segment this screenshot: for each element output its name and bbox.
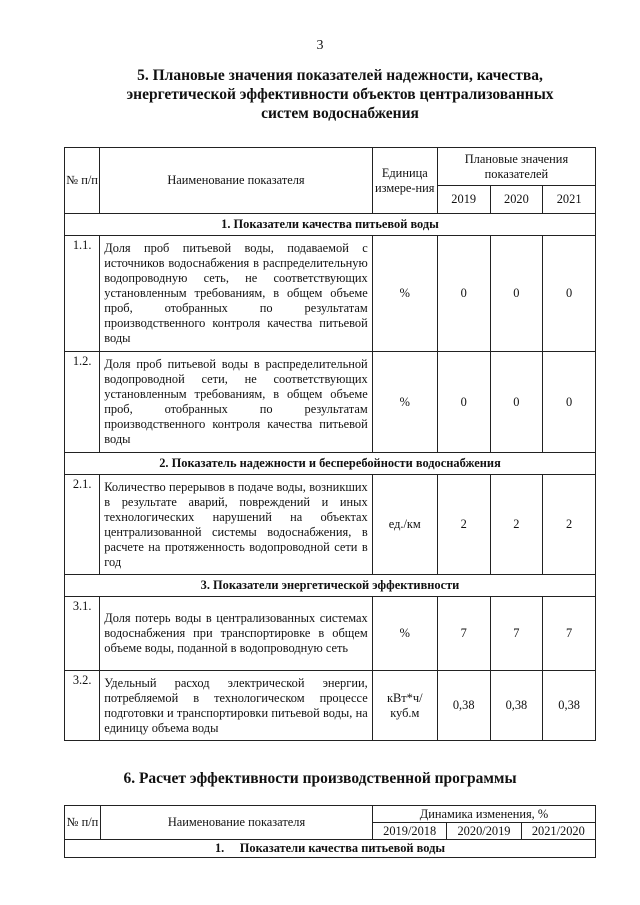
indicators-table: [64, 147, 596, 741]
row-unit: кВт*ч/ куб.м: [372, 671, 437, 741]
header-period: 2020/2019: [447, 823, 521, 840]
group-title: 2. Показатель надежности и бесперебойности водоснабжения: [65, 453, 596, 475]
row-name: Удельный расход электрической энергии, потребляемой в технологическом процессе подготовки и транспортировки питьевой воды, на единицу объема воды: [100, 671, 372, 741]
efficiency-table: [64, 805, 596, 858]
table-row: [65, 475, 596, 575]
row-value: 0: [437, 352, 490, 453]
row-num: 1.1.: [65, 236, 100, 352]
row-value: 2: [490, 475, 543, 575]
row-name: Количество перерывов в подаче воды, возникших в результате аварий, повреждений и иных технологических нарушений на объектах централизованной системы водоснабжения, в расчете на протяженность водопроводной сети в год: [100, 475, 372, 575]
table-row: [65, 671, 596, 741]
row-num: 2.1.: [65, 475, 100, 575]
row-value: 0,38: [490, 671, 543, 741]
header-name: Наименование показателя: [101, 806, 373, 840]
table-row: [65, 236, 596, 352]
header-year: 2020: [490, 186, 543, 214]
row-value: 0,38: [543, 671, 596, 741]
row-value: 0: [437, 236, 490, 352]
row-value: 2: [543, 475, 596, 575]
section6-title: 6. Расчет эффективности производственной программы: [123, 770, 517, 787]
row-unit: %: [372, 236, 437, 352]
row-name: Доля проб питьевой воды в распределительной водопроводной сети, не соответствующих установленным требованиям, в общем объеме проб, отобранных по результатам производственного контроля качества питьевой воды: [100, 352, 372, 453]
row-unit: %: [372, 352, 437, 453]
row-value: 7: [437, 597, 490, 671]
row-name: Доля потерь воды в централизованных системах водоснабжения при транспортировке в общем объеме воды, поданной в водопроводную сеть: [100, 597, 372, 671]
row-value: 7: [543, 597, 596, 671]
page-number: 3: [316, 38, 324, 53]
header-num: № п/п: [65, 148, 100, 214]
row-num: 3.1.: [65, 597, 100, 671]
header-period: 2019/2018: [373, 823, 447, 840]
section5-title-line3: систем водоснабжения: [261, 105, 419, 122]
header-year: 2021: [543, 186, 596, 214]
header-year: 2019: [437, 186, 490, 214]
group-title: 1. Показатели качества питьевой воды: [65, 840, 596, 858]
row-num: 3.2.: [65, 671, 100, 741]
section5-title: [70, 66, 610, 123]
table-row: [65, 597, 596, 671]
row-value: 0,38: [437, 671, 490, 741]
header-name: Наименование показателя: [100, 148, 372, 214]
section5-title-line2: энергетической эффективности объектов централизованных: [126, 86, 554, 103]
row-value: 7: [490, 597, 543, 671]
header-num: № п/п: [65, 806, 101, 840]
row-value: 2: [437, 475, 490, 575]
row-unit: ед./км: [372, 475, 437, 575]
row-num: 1.2.: [65, 352, 100, 453]
row-unit: %: [372, 597, 437, 671]
table-row: [65, 352, 596, 453]
header-dynamics: Динамика изменения, %: [373, 806, 596, 823]
row-value: 0: [490, 352, 543, 453]
row-value: 0: [543, 352, 596, 453]
row-value: 0: [543, 236, 596, 352]
header-plan: Плановые значения показателей: [437, 148, 595, 186]
header-period: 2021/2020: [521, 823, 595, 840]
group-title: 1. Показатели качества питьевой воды: [65, 214, 596, 236]
row-value: 0: [490, 236, 543, 352]
group-title: 3. Показатели энергетической эффективности: [65, 575, 596, 597]
header-unit: Единица измере-ния: [372, 148, 437, 214]
section5-title-line1: 5. Плановые значения показателей надежности, качества,: [137, 67, 543, 84]
row-name: Доля проб питьевой воды, подаваемой с источников водоснабжения в распределительную водопроводную сеть, не соответствующих установленным требованиям, в общем объеме проб, отобранных по результатам производственного контроля качества питьевой воды: [100, 236, 372, 352]
